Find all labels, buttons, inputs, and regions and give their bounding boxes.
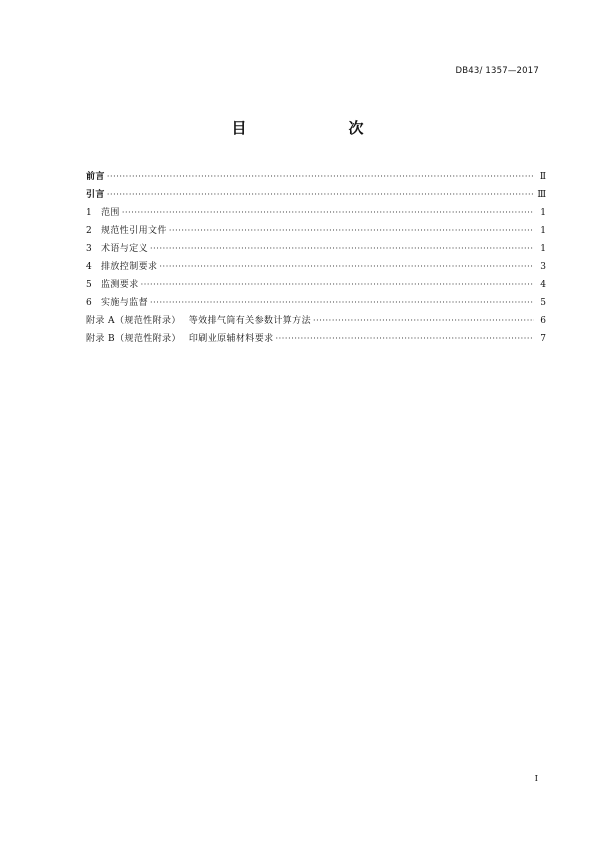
page-title: 目 次: [231, 119, 388, 137]
toc-entry-page: 1: [540, 244, 546, 254]
toc-leader-dots: [169, 222, 534, 240]
toc-entry-page: Ⅱ: [539, 172, 546, 182]
toc-entry-implementation[interactable]: [86, 294, 546, 312]
page-number: I: [534, 774, 538, 784]
toc-entry-number: 3: [86, 244, 93, 254]
toc-entry-label: 前言: [86, 172, 105, 182]
toc-entry-label: 术语与定义: [101, 244, 149, 254]
toc-entry-page: 4: [540, 280, 546, 290]
toc-entry-number: 4: [86, 262, 93, 272]
toc-entry-page: Ⅲ: [537, 190, 546, 200]
toc-leader-dots: [150, 294, 534, 312]
toc-entry-label: 印刷业原辅材料要求: [188, 334, 274, 344]
toc-leader-dots: [276, 330, 535, 348]
toc-entry-page: 1: [540, 208, 546, 218]
toc-leader-dots: [159, 258, 534, 276]
toc-entry-page: 5: [540, 298, 546, 308]
toc-entry-number: 6: [86, 298, 93, 308]
toc-entry-page: 7: [540, 334, 546, 344]
toc-entry-label: 监测要求: [101, 280, 139, 290]
toc-leader-dots: [150, 240, 534, 258]
toc-entry-normative-references[interactable]: [86, 222, 546, 240]
toc-entry-label: 引言: [86, 190, 105, 200]
toc-entry-introduction[interactable]: [86, 186, 546, 204]
toc-entry-emission-control[interactable]: [86, 258, 546, 276]
toc-entry-number: 附录 B（规范性附录）: [86, 334, 181, 344]
table-of-contents: [86, 168, 546, 348]
toc-entry-number: 5: [86, 280, 93, 290]
toc-entry-monitoring[interactable]: [86, 276, 546, 294]
toc-entry-appendix-b[interactable]: [86, 330, 546, 348]
toc-leader-dots: [141, 276, 534, 294]
toc-entry-label: 等效排气筒有关参数计算方法: [188, 316, 311, 326]
toc-entry-number: 1: [86, 208, 93, 218]
toc-entry-appendix-a[interactable]: [86, 312, 546, 330]
toc-entry-page: 1: [540, 226, 546, 236]
toc-entry-scope[interactable]: [86, 204, 546, 222]
toc-entry-label: 实施与监督: [101, 298, 149, 308]
toc-entry-number: 2: [86, 226, 93, 236]
toc-entry-label: 排放控制要求: [101, 262, 158, 272]
toc-entry-terms-definitions[interactable]: [86, 240, 546, 258]
toc-leader-dots: [107, 168, 534, 186]
document-code: DB43/ 1357—2017: [455, 66, 539, 76]
toc-entry-label: 规范性引用文件: [101, 226, 167, 236]
toc-entry-foreword[interactable]: [86, 168, 546, 186]
toc-entry-label: 范围: [101, 208, 120, 218]
toc-entry-page: 3: [540, 262, 546, 272]
toc-leader-dots: [122, 204, 534, 222]
toc-leader-dots: [107, 186, 534, 204]
toc-leader-dots: [313, 312, 534, 330]
toc-entry-number: 附录 A（规范性附录）: [86, 316, 181, 326]
toc-entry-page: 6: [540, 316, 546, 326]
